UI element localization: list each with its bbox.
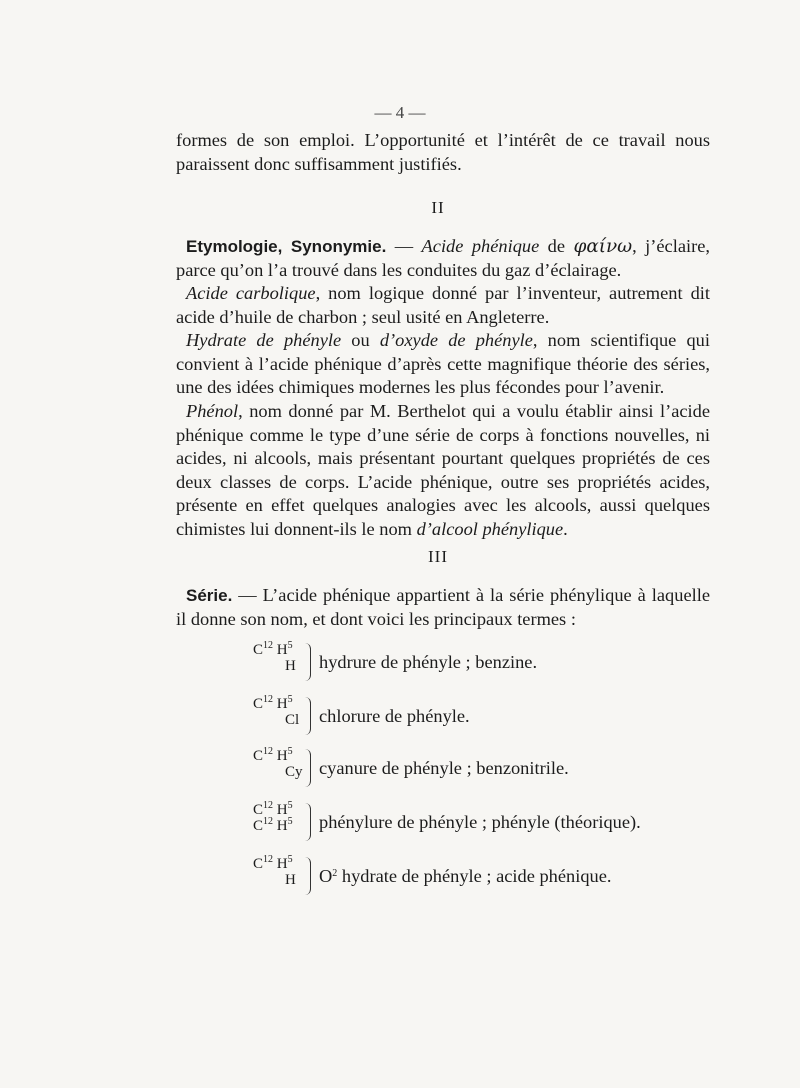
formula-bottom: H <box>285 658 296 674</box>
formula-row <box>253 694 713 738</box>
brace-icon <box>302 643 311 681</box>
formula-bottom: Cy <box>285 764 303 780</box>
etymology-text: , j’éclaire, parce qu’on l’a trouvé dans les conduites du gaz d’éclairage. <box>176 236 710 280</box>
formula-row <box>253 854 713 898</box>
formula-top: $C^{12}$ $H^5$ <box>253 694 293 712</box>
carbolic-text: , nom logique donné par l’inventeur, autrement dit acide d’huile de charbon ; seul usité en Angleterre. <box>176 283 710 327</box>
page-number: — 4 — <box>374 103 426 122</box>
serie-paragraph <box>176 584 710 631</box>
formula-name: cyanure de phényle ; benzonitrile. <box>319 758 569 778</box>
formula-row <box>253 746 713 790</box>
etymology-label: Etymologie, Synonymie. <box>186 237 387 256</box>
formula-name: phénylure de phényle ; phényle (théorique). <box>319 812 641 832</box>
term-oxyde-de-phenyle: d’oxyde de phényle <box>379 330 533 350</box>
phenol-text: , nom donné par M. Berthelot qui a voulu établir ainsi l’acide phénique comme le type d’une série de corps à fonctions nouvelles, ni acides, ni alcools, mais présentant pourtant quelques propriétés de ces deux classes de corps. L’acide phénique, outre ses propriétés acides, présente en effet quelques analogies avec les alcools, aussi quelques chimistes lui donnent-ils le nom <box>176 401 710 539</box>
term-acide-phenique: Acide phénique <box>421 236 540 256</box>
etymology-paragraph <box>176 235 710 282</box>
formula-name: hydrure de phényle ; benzine. <box>319 652 538 672</box>
section-heading-iii: III <box>428 547 448 566</box>
hydrate-or: ou <box>341 330 380 350</box>
serie-label: Série. <box>186 586 233 605</box>
phenol-end: . <box>563 518 568 539</box>
hydrate-paragraph <box>176 329 710 400</box>
term-acide-carbolique: Acide carbolique <box>186 283 316 303</box>
serie-text: — L’acide phénique appartient à la série phénylique à laquelle il donne son nom, et dont voici les principaux termes : <box>176 585 710 629</box>
formula-bottom: $C^{12}$ $H^5$ <box>253 816 293 834</box>
greek-word: φαίνω <box>573 236 633 257</box>
brace-icon <box>302 857 311 895</box>
term-hydrate-de-phenyle: Hydrate de phényle <box>186 330 342 350</box>
formula-row <box>253 800 713 844</box>
phenol-paragraph <box>176 400 710 542</box>
formula-name: chlorure de phényle. <box>319 706 470 726</box>
formula-name: $O^2$ hydrate de phényle ; acide phénique. <box>319 866 612 886</box>
formula-bottom: H <box>285 872 296 888</box>
formula-row <box>253 640 713 684</box>
term-alcool-phenylique: d’alcool phénylique <box>416 518 564 539</box>
etymology-dash: — <box>386 236 422 256</box>
carbolic-paragraph <box>176 282 710 329</box>
term-phenol: Phénol <box>186 401 239 421</box>
etymology-de: de <box>539 236 574 256</box>
brace-icon <box>302 749 311 787</box>
brace-icon <box>302 697 311 735</box>
formula-top: $C^{12}$ $H^5$ <box>253 800 293 818</box>
intro-paragraph: formes de son emploi. L’opportunité et l’intérêt de ce travail nous paraissent donc suffisamment justifiés. <box>176 130 710 174</box>
hydrate-text: , nom scientifique qui convient à l’acide phénique d’après cette magnifique théorie des séries, une des idées chimiques modernes les plus fécondes pour l’avenir. <box>176 330 710 398</box>
brace-icon <box>302 803 311 841</box>
section-heading-ii: II <box>431 198 445 217</box>
formula-bottom: Cl <box>285 712 300 728</box>
formula-top: $C^{12}$ $H^5$ <box>253 746 293 764</box>
formula-top: $C^{12}$ $H^5$ <box>253 640 293 658</box>
formula-top: $C^{12}$ $H^5$ <box>253 854 293 872</box>
